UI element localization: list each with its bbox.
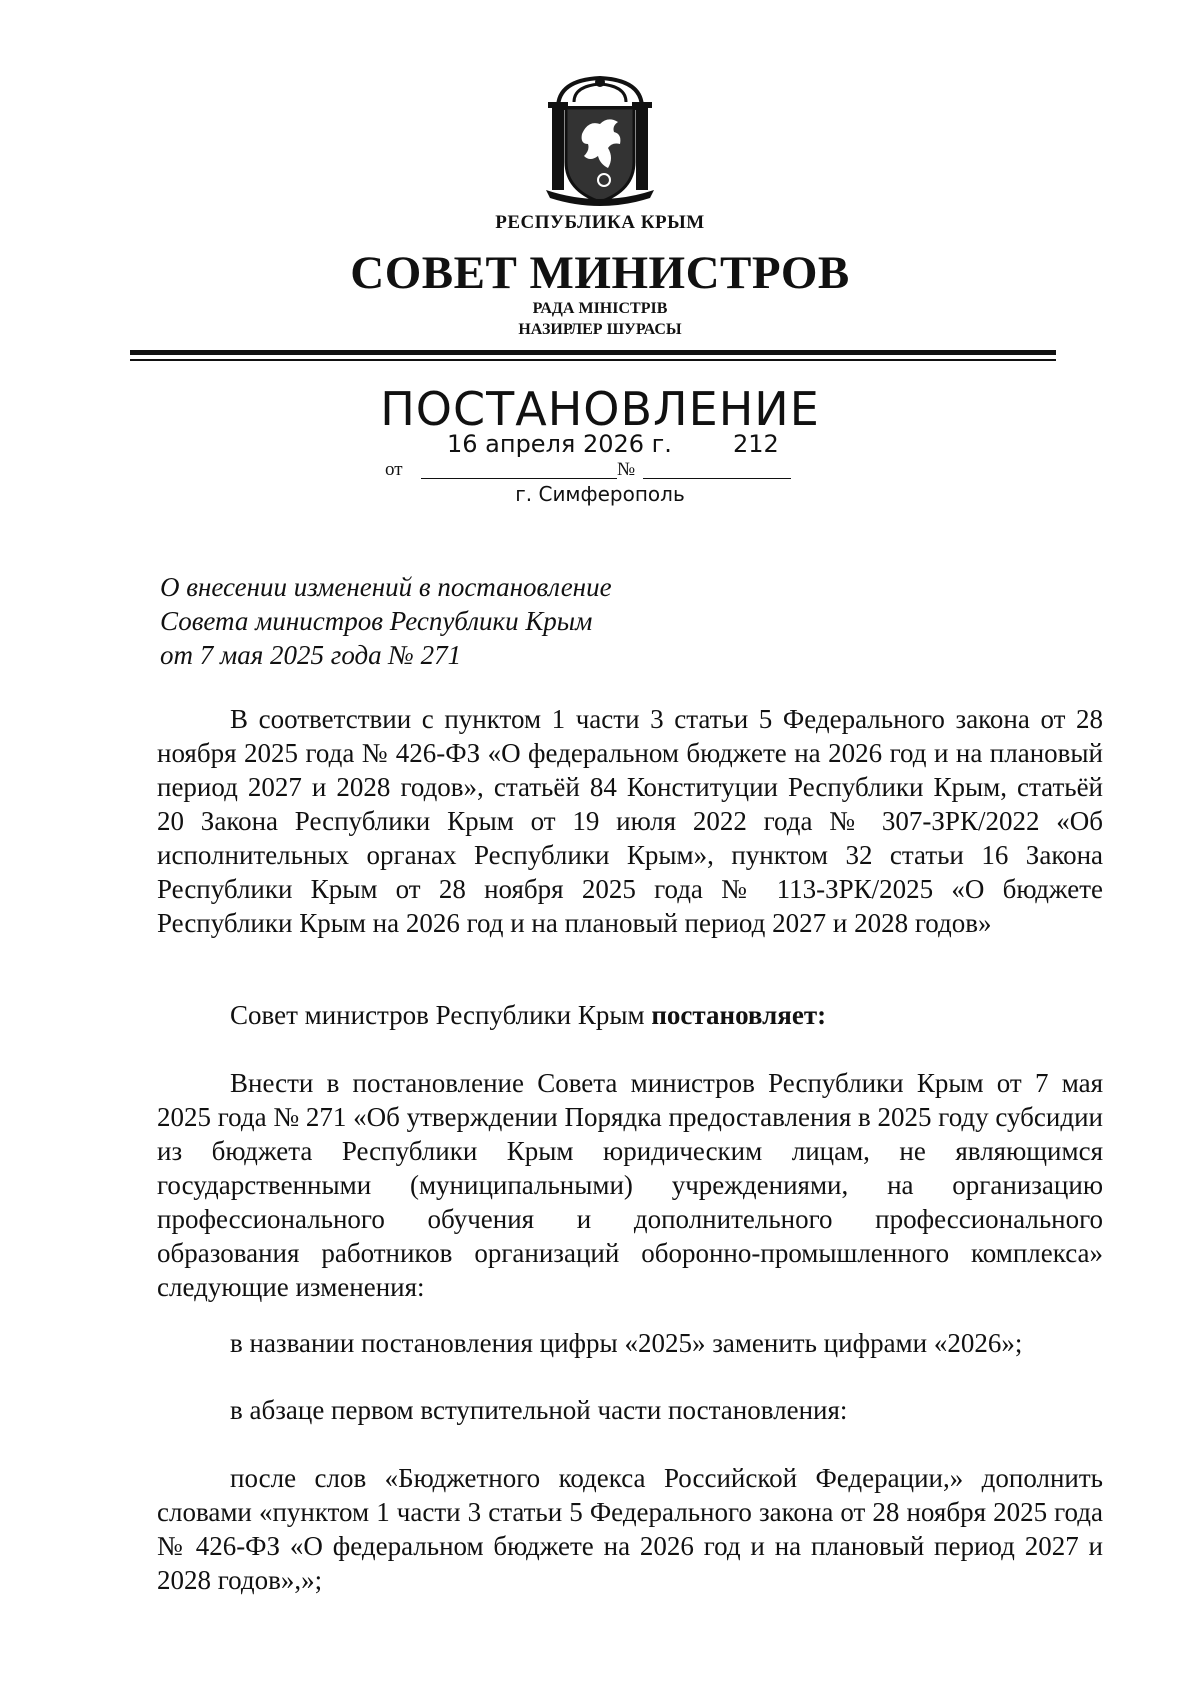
council-title-crimean-tatar: НАЗИРЛЕР ШУРАСЫ <box>518 321 682 338</box>
resolution-text: Совет министров Республики Крым <box>230 1000 645 1030</box>
subject-line: О внесении изменений в постановление <box>160 572 612 602</box>
number-underline <box>643 478 791 479</box>
decree-number: 212 <box>733 430 779 458</box>
council-title-ukrainian: РАДА МІНІСТРІВ <box>532 300 668 317</box>
amendment-item-paragraph: в абзаце первом вступительной части постановления: <box>230 1395 848 1425</box>
preamble-paragraph: В соответствии с пунктом 1 части 3 статьи 5 Федерального закона от 28 ноября 2025 года № 426-ФЗ «О федеральном бюджете на 2026 год и на плановый период 2027 и 2028 годов», статьёй 84 Конституции Республики Крым, статьёй 20 Закона Республики Крым от 19 июля 2022 года № 307-ЗРК/2022 «Об исполнительных органах Республики Крым», пунктом 32 статьи 16 Закона Республики Крым от 28 ноября 2025 года № 113-ЗРК/2025 «О бюджете Республики Крым на 2026 год и на плановый период 2027 и 2028 годов» <box>157 704 1103 938</box>
document-type-title: ПОСТАНОВЛЕНИЕ <box>380 382 820 436</box>
subject-line: Совета министров Республики Крым <box>160 606 593 636</box>
republic-name: РЕСПУБЛИКА КРЫМ <box>495 212 705 233</box>
amendment-item-paragraph: в названии постановления цифры «2025» заменить цифрами «2026»; <box>230 1328 1023 1358</box>
number-label: № <box>617 459 636 480</box>
amendment-item-paragraph: после слов «Бюджетного кодекса Российской Федерации,» дополнить словами «пунктом 1 части 3 статьи 5 Федерального закона от 28 ноября 2025 года № 426-ФЗ «О федеральном бюджете на 2026 год и на плановый период 2027 и 2028 годов»,»; <box>157 1463 1103 1595</box>
amendment-intro-paragraph: Внести в постановление Совета министров Республики Крым от 7 мая 2025 года № 271 «Об утверждении Порядка предоставления в 2025 году субсидии из бюджета Республики Крым юридическим лицам, не являющимся государственными (муниципальными) учреждениями, на организацию профессионального обучения и дополнительного профессионального образования работников организаций оборонно-промышленного комплекса» следующие изменения: <box>157 1068 1103 1302</box>
resolution-paragraph <box>157 998 1103 1032</box>
resolution-keyword: постановляет: <box>651 1000 827 1030</box>
date-underline <box>421 478 617 479</box>
decree-subject <box>160 570 612 672</box>
decree-date-number-line <box>385 430 805 480</box>
date-prefix: от <box>385 459 403 480</box>
decree-date: 16 апреля 2026 г. <box>447 430 672 458</box>
header-divider-thin <box>130 359 1056 361</box>
subject-line: от 7 мая 2025 года № 271 <box>160 640 462 670</box>
coat-of-arms-icon <box>538 72 662 208</box>
header-divider-thick <box>130 350 1056 355</box>
decree-city: г. Симферополь <box>515 482 685 506</box>
council-title: СОВЕТ МИНИСТРОВ <box>350 247 850 299</box>
